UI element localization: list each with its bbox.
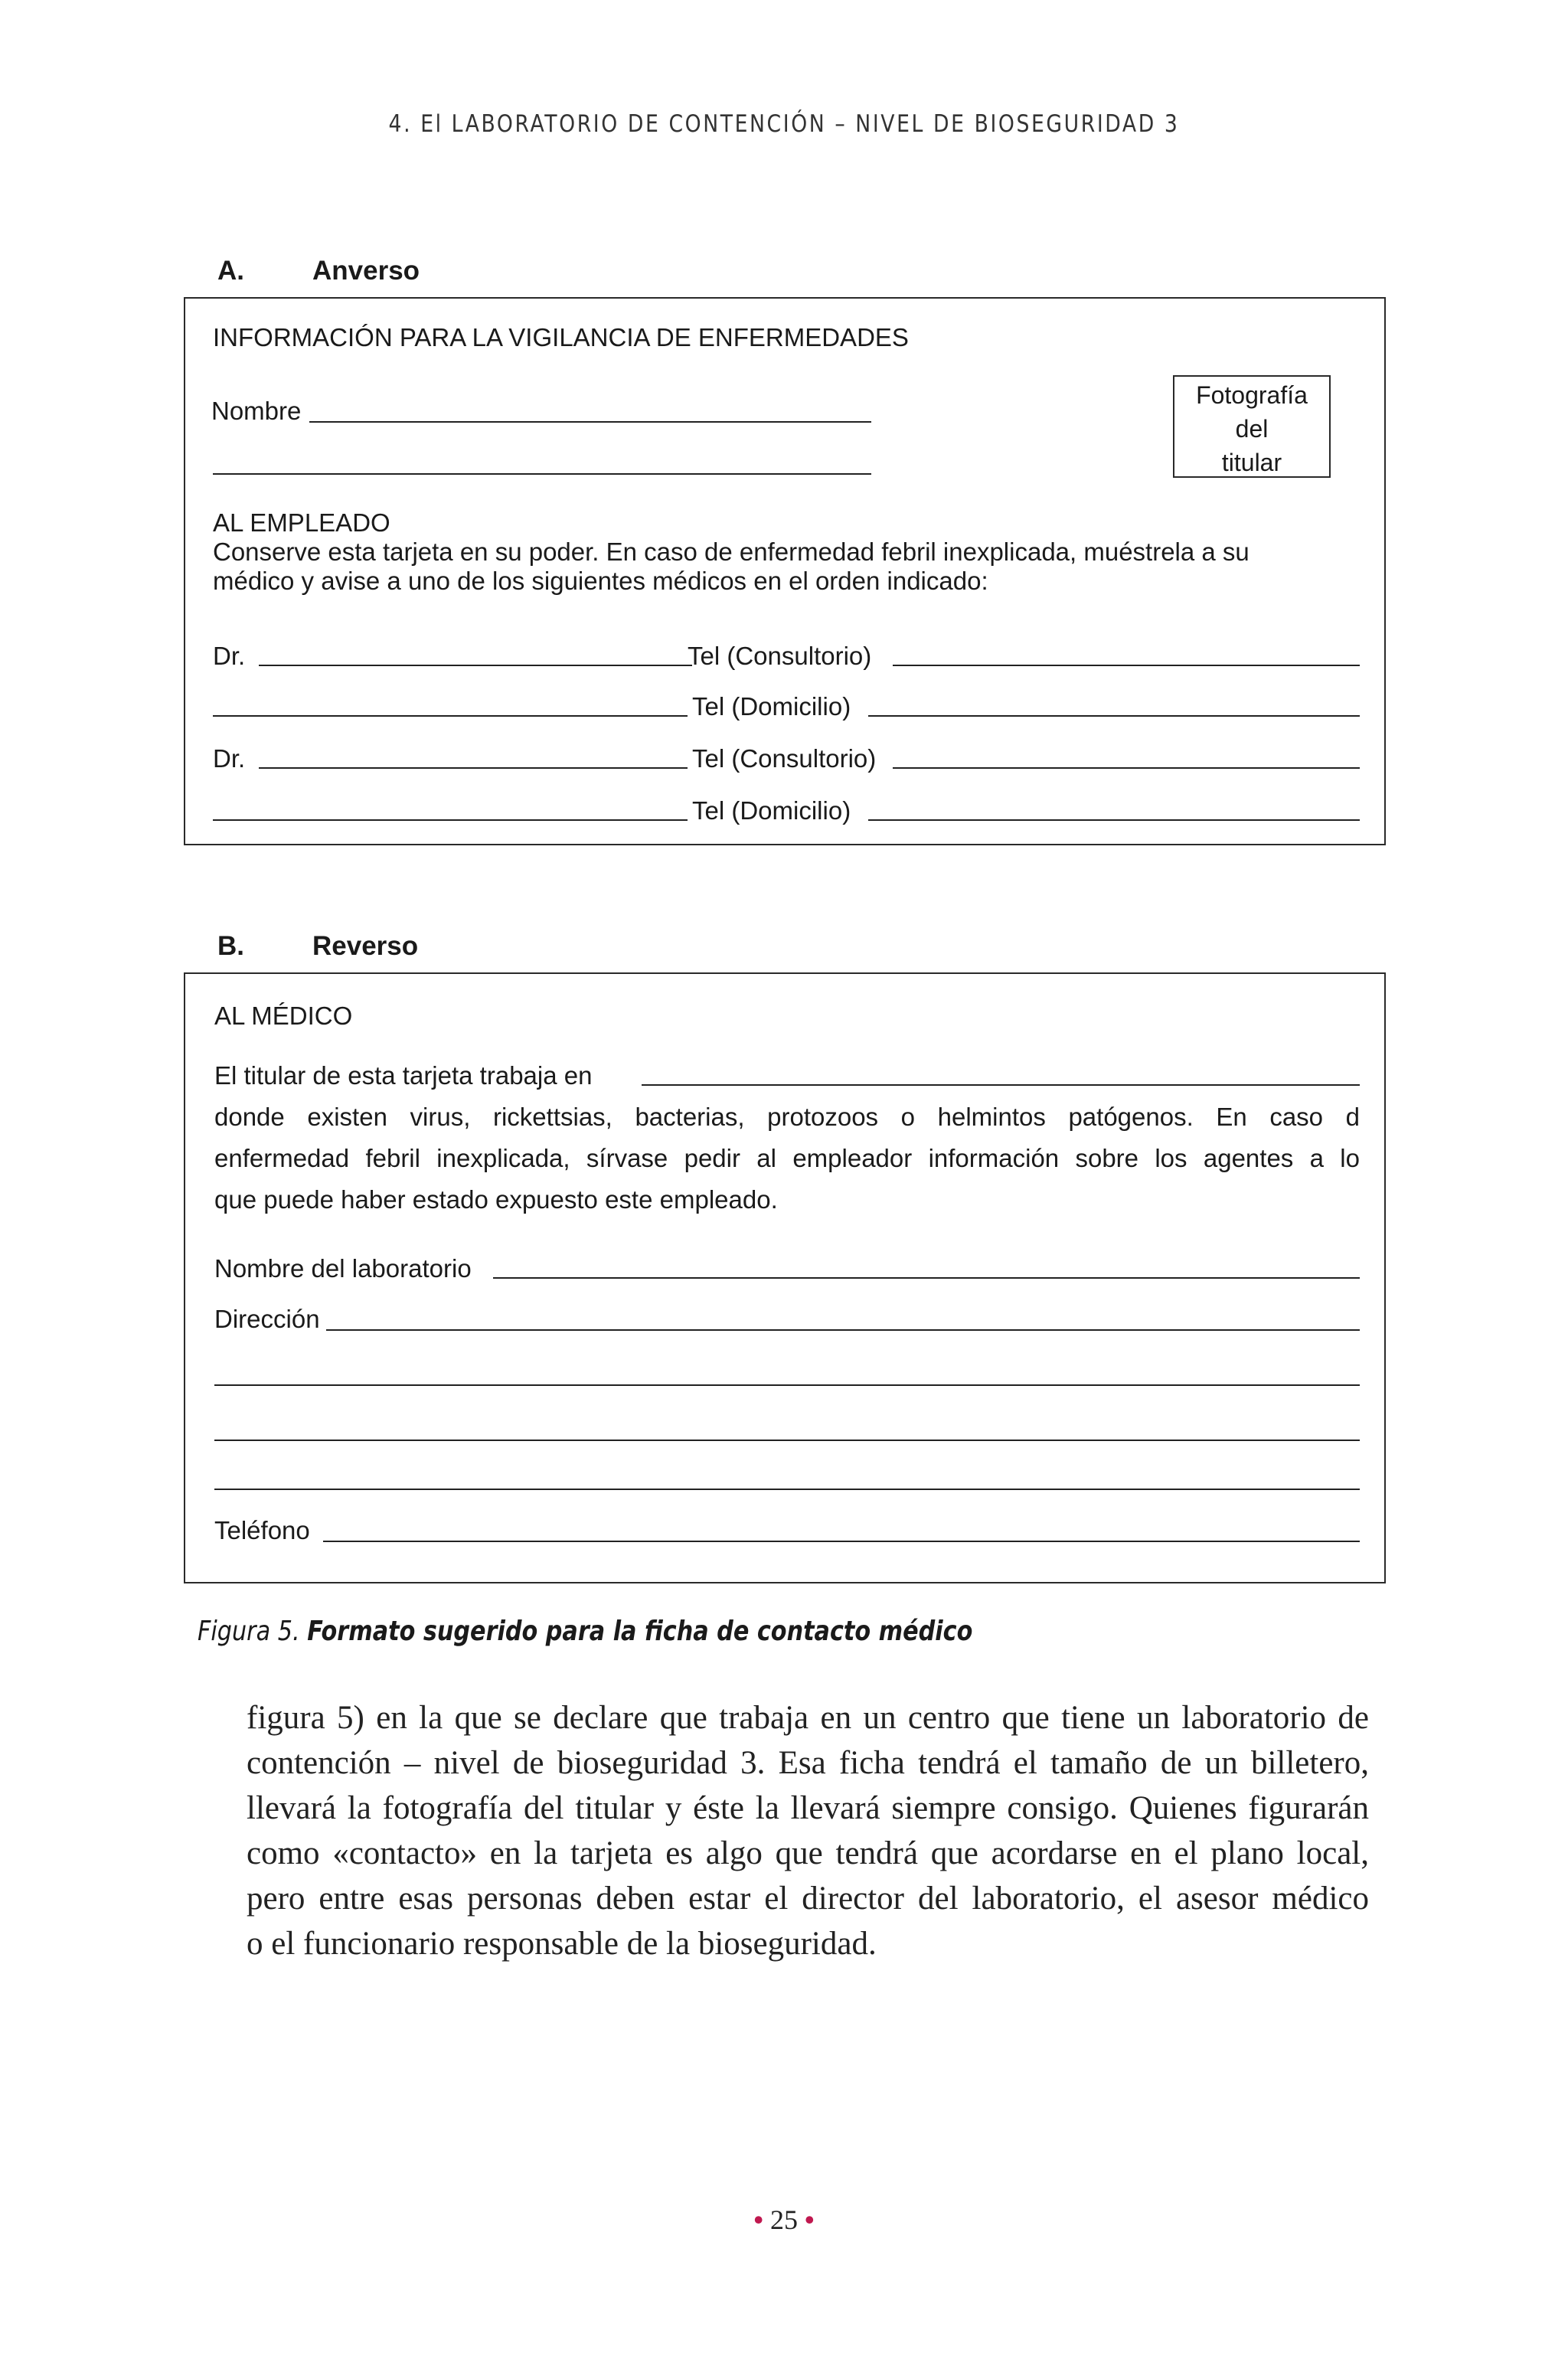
doctor-text-line: que puede haber estado expuesto este empleado. bbox=[214, 1185, 778, 1214]
body-line: o el funcionario responsable de la bioseguridad. bbox=[247, 1926, 877, 1962]
doctor-2-label: Dr. bbox=[213, 744, 246, 773]
doctor-1-extra-field[interactable] bbox=[213, 715, 688, 717]
employee-text-line: Conserve esta tarjeta en su poder. En caso de enfermedad febril inexplicada, muéstrela a su bbox=[213, 538, 1250, 566]
running-header: 4. El LABORATORIO DE CONTENCIÓN – NIVEL DE BIOSEGURIDAD 3 bbox=[388, 110, 1180, 138]
name-field-line-1[interactable] bbox=[309, 421, 871, 423]
address-label: Dirección bbox=[214, 1305, 320, 1333]
body-line: pero entre esas personas deben estar el director del laboratorio, el asesor médico bbox=[247, 1881, 1369, 1917]
employee-heading: AL EMPLEADO bbox=[213, 508, 390, 537]
phone-field[interactable] bbox=[323, 1541, 1360, 1542]
doctor-2-office-phone-field[interactable] bbox=[893, 767, 1360, 769]
body-line: contención – nivel de bioseguridad 3. Esa ficha tendrá el tamaño de un billetero, bbox=[247, 1745, 1369, 1781]
page-number-value: 25 bbox=[770, 2204, 798, 2235]
doctor-text-line: enfermedad febril inexplicada, sírvase pedir al empleador información sobre los agentes a lo bbox=[214, 1144, 1360, 1172]
card-back bbox=[184, 972, 1386, 1583]
photo-box-line: Fotografía bbox=[1196, 381, 1308, 409]
section-a-letter: A. bbox=[217, 256, 244, 286]
photo-box-line: del bbox=[1235, 415, 1269, 443]
doctor-2-home-phone-field[interactable] bbox=[868, 819, 1360, 821]
doctor-1-office-phone-field[interactable] bbox=[893, 665, 1360, 666]
card-front bbox=[184, 297, 1386, 845]
address-field-line-4[interactable] bbox=[214, 1489, 1360, 1490]
page-number bbox=[0, 2204, 1568, 2236]
photo-box bbox=[1173, 375, 1331, 478]
address-field-line-3[interactable] bbox=[214, 1440, 1360, 1441]
page-number-bullet-left: • bbox=[753, 2204, 763, 2235]
doctor-heading: AL MÉDICO bbox=[214, 1002, 353, 1030]
body-paragraph bbox=[247, 1695, 1369, 1966]
doctor-1-field[interactable] bbox=[259, 665, 692, 666]
address-field-line-1[interactable] bbox=[326, 1329, 1360, 1331]
figure-caption-lead: Figura 5. bbox=[198, 1616, 300, 1647]
body-line: como «contacto» en la tarjeta es algo que tendrá que acordarse en el plano local, bbox=[247, 1835, 1369, 1871]
name-field-line-2[interactable] bbox=[213, 473, 871, 475]
section-a-title: Anverso bbox=[312, 256, 420, 286]
doctor-2-home-phone-label: Tel (Domicilio) bbox=[692, 796, 851, 825]
section-a-label bbox=[217, 256, 677, 289]
works-at-label: El titular de esta tarjeta trabaja en bbox=[214, 1061, 593, 1090]
section-b-title: Reverso bbox=[312, 931, 419, 961]
doctor-2-extra-field[interactable] bbox=[213, 819, 688, 821]
doctor-2-office-phone-label: Tel (Consultorio) bbox=[692, 744, 877, 773]
phone-label: Teléfono bbox=[214, 1516, 310, 1544]
lab-name-field[interactable] bbox=[493, 1277, 1360, 1279]
card-front-title: INFORMACIÓN PARA LA VIGILANCIA DE ENFERMEDADES bbox=[213, 323, 909, 351]
doctor-1-home-phone-label: Tel (Domicilio) bbox=[692, 692, 851, 721]
name-label: Nombre bbox=[211, 397, 302, 425]
doctor-1-office-phone-label: Tel (Consultorio) bbox=[688, 642, 872, 670]
section-b-label bbox=[217, 931, 677, 965]
page-number-bullet-right: • bbox=[805, 2204, 815, 2235]
figure-caption bbox=[198, 1616, 972, 1647]
body-line: llevará la fotografía del titular y éste la llevará siempre consigo. Quienes figurarán bbox=[247, 1790, 1369, 1826]
employee-text-line: médico y avise a uno de los siguientes médicos en el orden indicado: bbox=[213, 567, 988, 595]
workplace-field[interactable] bbox=[642, 1084, 1360, 1086]
doctor-2-field[interactable] bbox=[259, 767, 688, 769]
lab-name-label: Nombre del laboratorio bbox=[214, 1254, 472, 1283]
body-line: figura 5) en la que se declare que trabaja en un centro que tiene un laboratorio de bbox=[247, 1700, 1369, 1736]
figure-caption-title: Formato sugerido para la ficha de contacto médico bbox=[307, 1616, 973, 1647]
doctor-1-home-phone-field[interactable] bbox=[868, 715, 1360, 717]
doctor-1-label: Dr. bbox=[213, 642, 246, 670]
doctor-text-line: donde existen virus, rickettsias, bacterias, protozoos o helmintos patógenos. En caso d bbox=[214, 1103, 1360, 1131]
address-field-line-2[interactable] bbox=[214, 1384, 1360, 1386]
photo-box-line: titular bbox=[1221, 449, 1282, 476]
section-b-letter: B. bbox=[217, 931, 244, 961]
